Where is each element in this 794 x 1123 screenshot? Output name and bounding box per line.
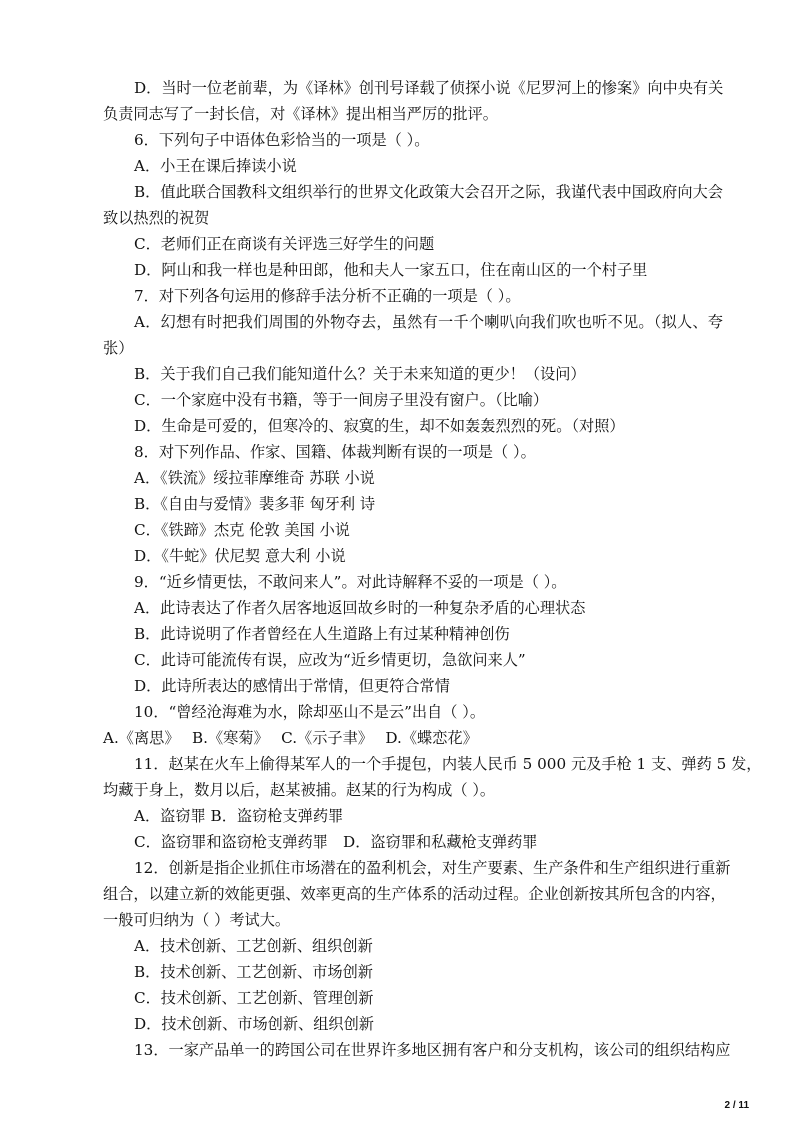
text-line: B．关于我们自己我们能知道什么？关于未来知道的更少！（设问） bbox=[134, 365, 586, 383]
text-line: 6．下列句子中语体色彩恰当的一项是（ ）。 bbox=[134, 131, 430, 149]
text-line: A．小王在课后捧读小说 bbox=[134, 157, 297, 175]
text-line: C．技术创新、工艺创新、管理创新 bbox=[134, 989, 374, 1007]
text-line: 负责同志写了一封长信，对《译林》提出相当严厉的批评。 bbox=[103, 105, 498, 123]
text-line: 11．赵某在火车上偷得某军人的一个手提包，内装人民币 5 000 元及手枪 1 支、弹药 5 发， bbox=[134, 755, 762, 773]
page-number: 2 / 11 bbox=[724, 1100, 749, 1111]
text-line: D．阿山和我一样也是种田郎，他和夫人一家五口，住在南山区的一个村子里 bbox=[134, 261, 648, 279]
text-line: 致以热烈的祝贺 bbox=[103, 209, 210, 227]
text-line: D．生命是可爱的，但寒冷的、寂寞的生，却不如轰轰烈烈的死。（对照） bbox=[134, 417, 625, 435]
text-line: D．技术创新、市场创新、组织创新 bbox=[134, 1015, 374, 1033]
text-line: 张） bbox=[103, 339, 134, 357]
text-line: C．盗窃罪和盗窃枪支弹药罪 D．盗窃罪和私藏枪支弹药罪 bbox=[134, 833, 538, 851]
text-line: A．幻想有时把我们周围的外物夺去，虽然有一千个喇叭向我们吹也听不见。（拟人、夸 bbox=[134, 313, 723, 331]
text-line: 10．“曾经沧海难为水，除却巫山不是云”出自（ ）。 bbox=[134, 703, 486, 721]
text-line: B．此诗说明了作者曾经在人生道路上有过某种精神创伤 bbox=[134, 625, 510, 643]
text-line: 9．“近乡情更怯，不敢问来人”。对此诗解释不妥的一项是（ ）。 bbox=[134, 573, 567, 591]
text-line: 12．创新是指企业抓住市场潜在的盈利机会，对生产要素、生产条件和生产组织进行重新 bbox=[134, 859, 731, 877]
text-line: A．此诗表达了作者久居客地返回故乡时的一种复杂矛盾的心理状态 bbox=[134, 599, 586, 617]
text-line: 7．对下列各句运用的修辞手法分析不正确的一项是（ ）。 bbox=[134, 287, 521, 305]
text-line: C．《铁蹄》杰克 伦敦 美国 小说 bbox=[134, 521, 350, 539]
text-line: 13．一家产品单一的跨国公司在世界许多地区拥有客户和分支机构，该公司的组织结构应 bbox=[134, 1041, 731, 1059]
text-line: D．《牛蛇》伏尼契 意大利 小说 bbox=[134, 547, 346, 565]
text-line: 均藏于身上，数月以后，赵某被捕。赵某的行为构成（ ）。 bbox=[103, 781, 496, 799]
text-line: D．此诗所表达的感情出于常情，但更符合常情 bbox=[134, 677, 450, 695]
text-line: D．当时一位老前辈，为《译林》创刊号译载了侦探小说《尼罗河上的惨案》向中央有关 bbox=[134, 79, 724, 97]
text-line: B．技术创新、工艺创新、市场创新 bbox=[134, 963, 373, 981]
document-body bbox=[103, 75, 762, 1063]
text-line: B．值此联合国教科文组织举行的世界文化政策大会召开之际，我谨代表中国政府向大会 bbox=[134, 183, 723, 201]
text-line: A．盗窃罪 B．盗窃枪支弹药罪 bbox=[134, 807, 344, 825]
text-line: A．技术创新、工艺创新、组织创新 bbox=[134, 937, 373, 955]
text-line: 8．对下列作品、作家、国籍、体裁判断有误的一项是（ ）。 bbox=[134, 443, 536, 461]
text-line: A.《离思》 B.《寒菊》 C.《示子聿》 D.《蝶恋花》 bbox=[103, 729, 478, 747]
text-line: C．此诗可能流传有误，应改为“近乡情更切，急欲问来人” bbox=[134, 651, 526, 669]
text-line: 一般可归纳为（ ）考试大。 bbox=[103, 911, 291, 929]
text-line: 组合，以建立新的效能更强、效率更高的生产体系的活动过程。企业创新按其所包含的内容， bbox=[103, 885, 726, 903]
text-line: A．《铁流》绥拉菲摩维奇 苏联 小说 bbox=[134, 469, 375, 487]
text-line: B．《自由与爱情》裴多菲 匈牙利 诗 bbox=[134, 495, 376, 513]
text-line: C．老师们正在商谈有关评选三好学生的问题 bbox=[134, 235, 435, 253]
text-line: C．一个家庭中没有书籍，等于一间房子里没有窗户。（比喻） bbox=[134, 391, 549, 409]
